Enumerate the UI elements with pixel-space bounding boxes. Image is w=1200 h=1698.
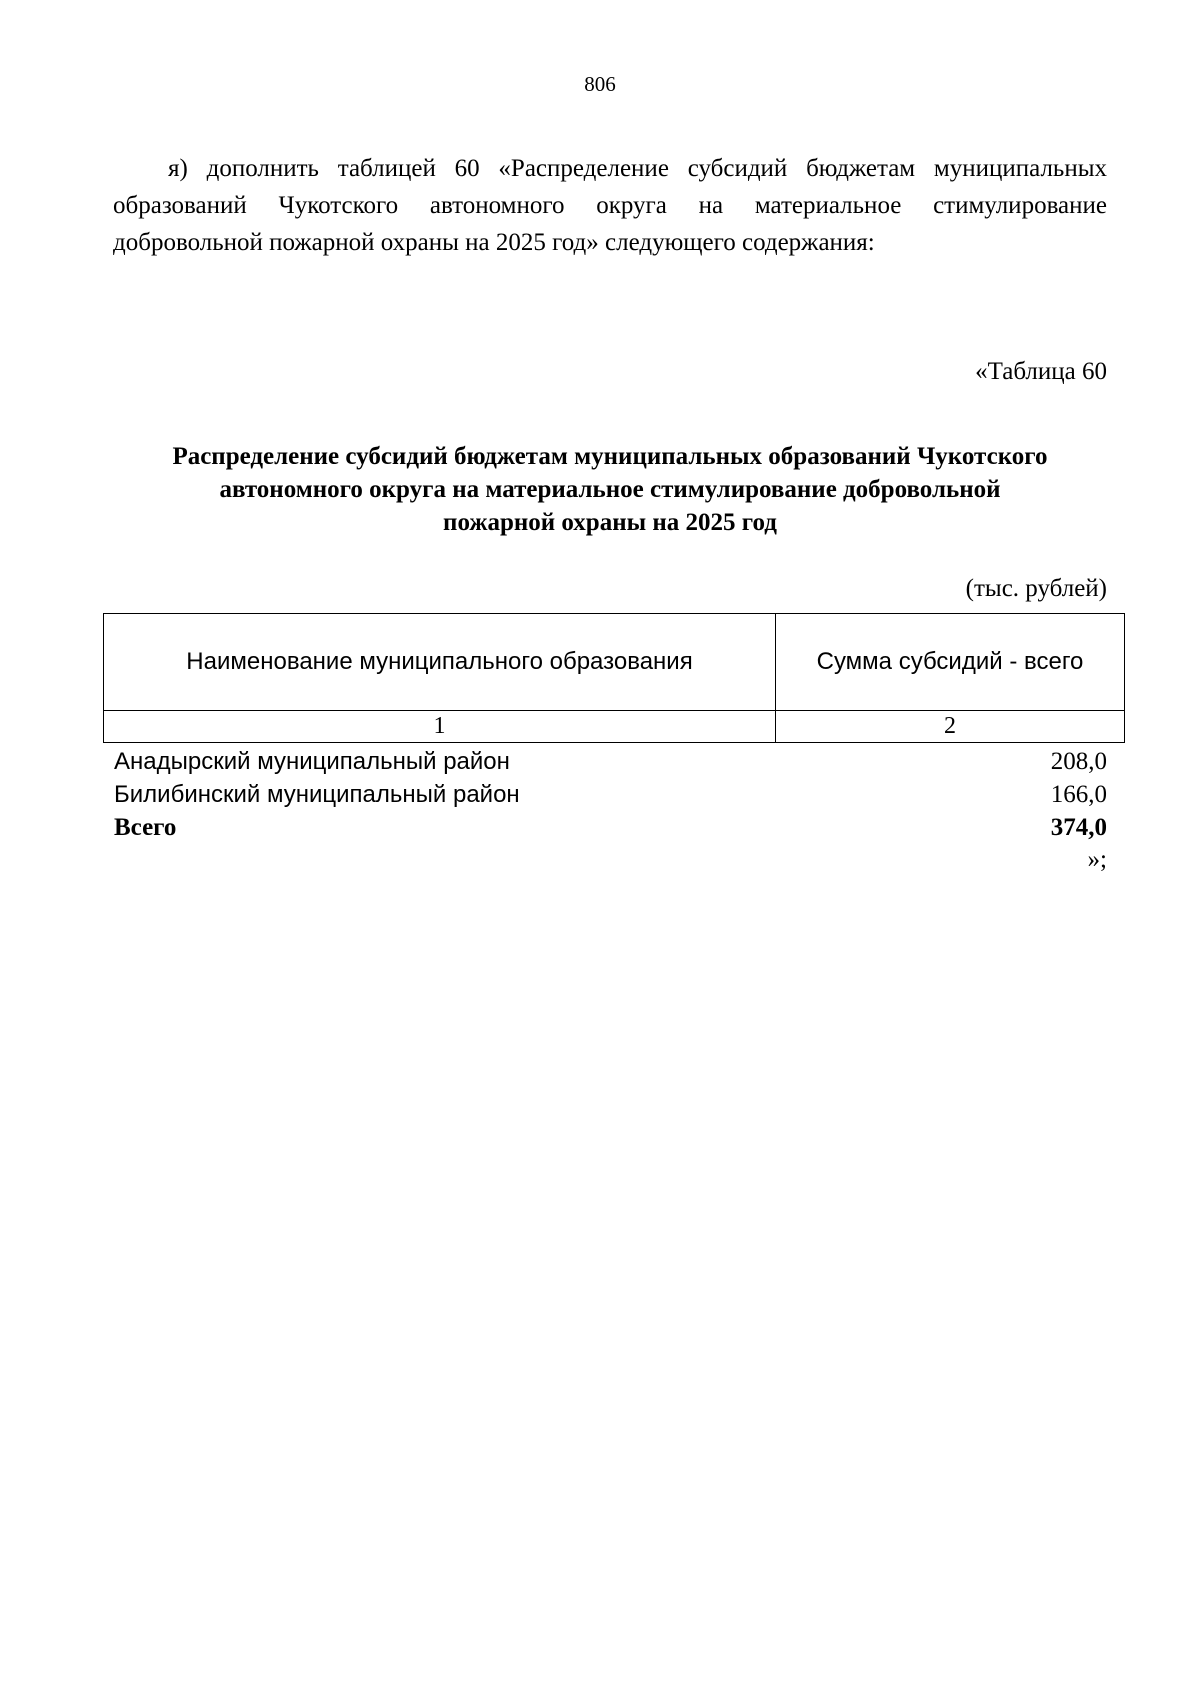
table-row	[114, 778, 1107, 811]
unit-label: (тыс. рублей)	[965, 575, 1107, 602]
row-name: Билибинский муниципальный район	[114, 781, 520, 808]
total-row	[114, 811, 1107, 844]
table-header	[103, 613, 1125, 743]
column-number-1: 1	[104, 711, 776, 743]
page-number: 806	[584, 72, 616, 96]
total-label: Всего	[114, 814, 177, 841]
table-title-line3: пожарной охраны на 2025 год	[443, 509, 777, 536]
column-number-2: 2	[776, 711, 1125, 743]
row-value: 166,0	[1050, 781, 1107, 808]
table-title-line1: Распределение субсидий бюджетам муниципальных образований Чукотского	[172, 443, 1048, 470]
row-value: 208,0	[1050, 748, 1107, 775]
table-label: «Таблица 60	[975, 358, 1107, 385]
total-value: 374,0	[1050, 814, 1107, 841]
intro-paragraph: я) дополнить таблицей 60 «Распределение субсидий бюджетам муниципальных образований Чукотского автономного округа на материальное стимулирование добровольной пожарной охраны на 2025 год» следующего содержания:	[113, 155, 1107, 256]
table-title-line2: автономного округа на материальное стимулирование добровольной	[219, 476, 1001, 503]
table-title	[100, 440, 1120, 539]
table-body	[114, 745, 1107, 844]
table-row	[114, 745, 1107, 778]
header-municipality: Наименование муниципального образования	[104, 614, 776, 711]
header-subsidy-total: Сумма субсидий - всего	[776, 614, 1125, 711]
closing-quote: »;	[1087, 846, 1107, 873]
row-name: Анадырский муниципальный район	[114, 748, 510, 775]
